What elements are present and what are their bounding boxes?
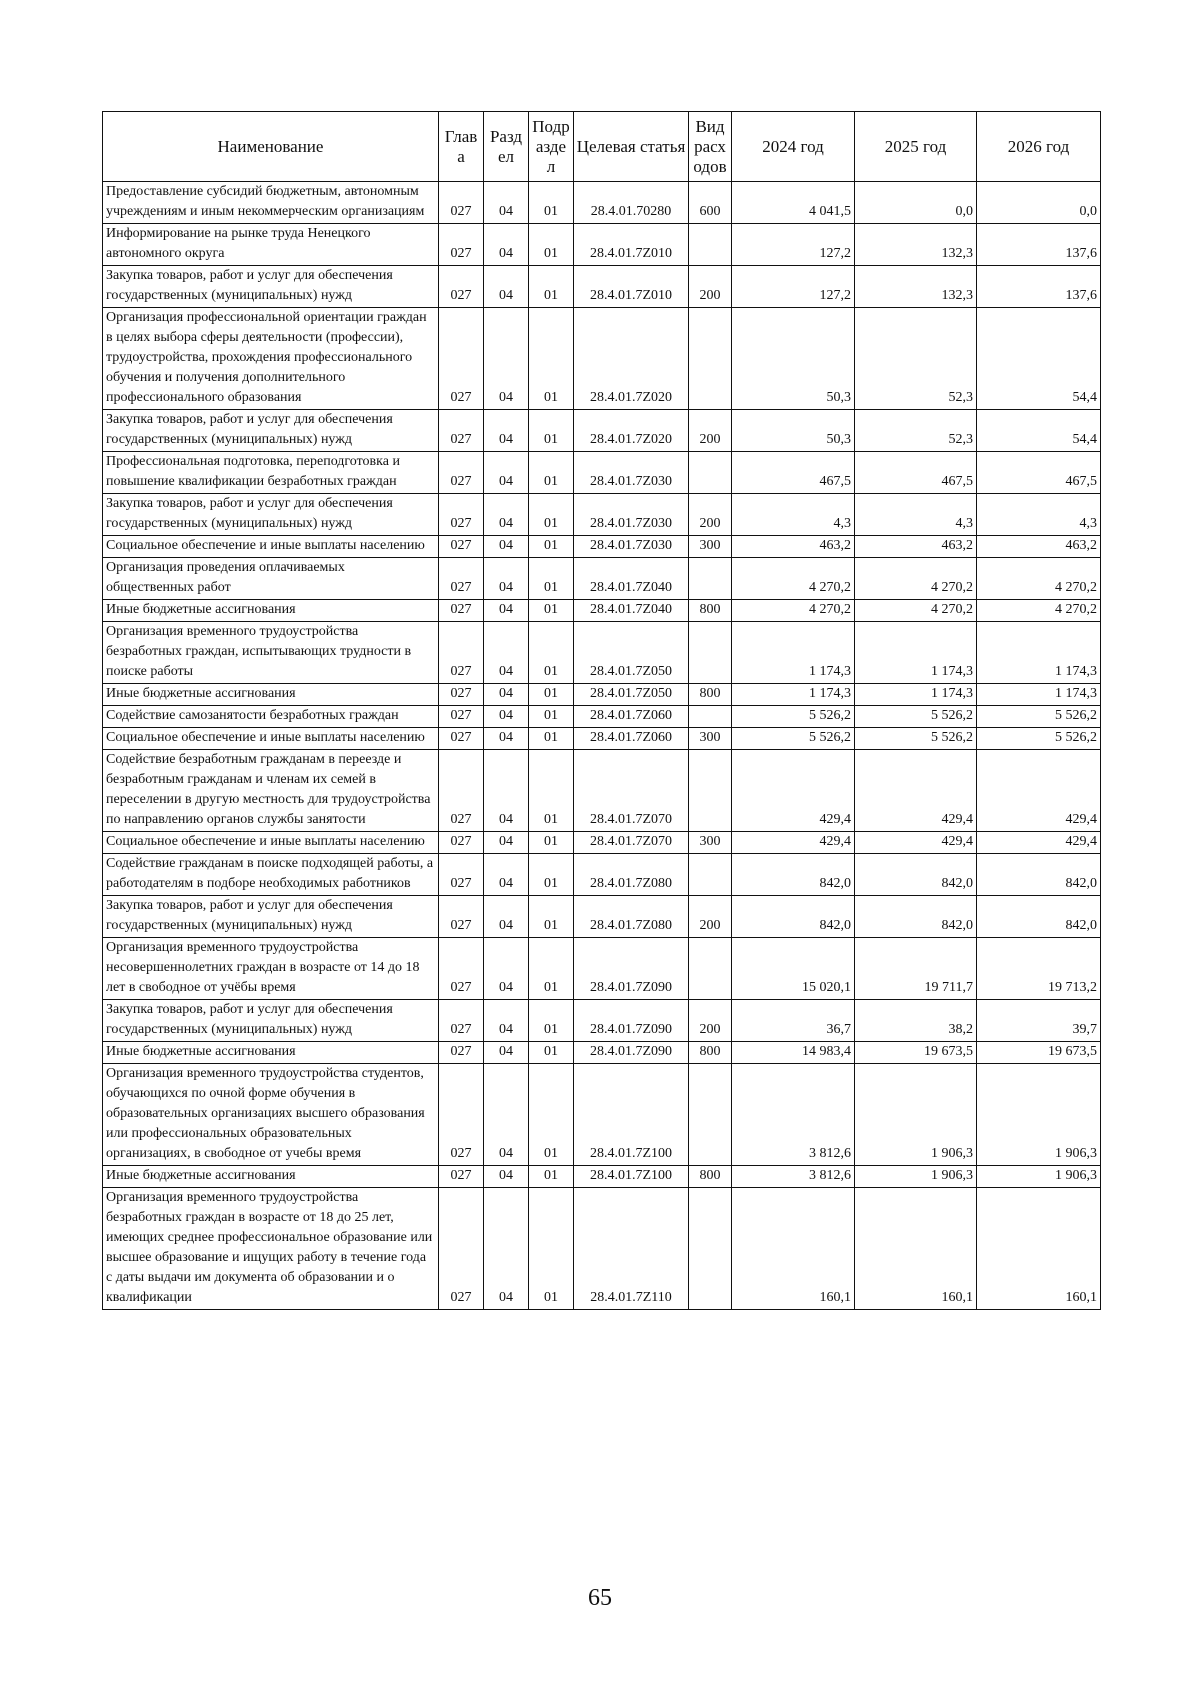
row-expense-type: 300 xyxy=(689,728,732,750)
row-target-article: 28.4.01.7Z020 xyxy=(574,308,689,410)
row-amount-2026: 39,7 xyxy=(977,1000,1101,1042)
row-amount-2024: 3 812,6 xyxy=(732,1166,855,1188)
row-section: 04 xyxy=(484,410,529,452)
table-row xyxy=(103,1042,1101,1064)
table-row xyxy=(103,536,1101,558)
row-amount-2026: 463,2 xyxy=(977,536,1101,558)
table-row xyxy=(103,224,1101,266)
row-amount-2024: 14 983,4 xyxy=(732,1042,855,1064)
row-amount-2026: 429,4 xyxy=(977,832,1101,854)
table-row xyxy=(103,308,1101,410)
row-chapter: 027 xyxy=(439,622,484,684)
row-expense-type: 800 xyxy=(689,684,732,706)
row-chapter: 027 xyxy=(439,1166,484,1188)
row-amount-2026: 4 270,2 xyxy=(977,558,1101,600)
row-subsection: 01 xyxy=(529,896,574,938)
row-amount-2024: 5 526,2 xyxy=(732,728,855,750)
row-section: 04 xyxy=(484,1166,529,1188)
row-name: Профессиональная подготовка, переподготовка и повышение квалификации безработных граждан xyxy=(103,452,439,494)
row-subsection: 01 xyxy=(529,308,574,410)
row-expense-type xyxy=(689,622,732,684)
row-name: Иные бюджетные ассигнования xyxy=(103,1042,439,1064)
row-subsection: 01 xyxy=(529,266,574,308)
table-row xyxy=(103,896,1101,938)
row-expense-type: 300 xyxy=(689,832,732,854)
row-amount-2024: 1 174,3 xyxy=(732,684,855,706)
row-section: 04 xyxy=(484,494,529,536)
row-name: Организация проведения оплачиваемых общественных работ xyxy=(103,558,439,600)
row-chapter: 027 xyxy=(439,728,484,750)
row-amount-2026: 19 713,2 xyxy=(977,938,1101,1000)
row-subsection: 01 xyxy=(529,558,574,600)
row-amount-2025: 38,2 xyxy=(855,1000,977,1042)
row-expense-type xyxy=(689,558,732,600)
row-target-article: 28.4.01.7Z020 xyxy=(574,410,689,452)
row-expense-type: 800 xyxy=(689,600,732,622)
row-section: 04 xyxy=(484,1064,529,1166)
table-header-row xyxy=(103,112,1101,182)
row-target-article: 28.4.01.7Z070 xyxy=(574,832,689,854)
header-expense-type: Вид расх одов xyxy=(689,112,732,182)
row-expense-type xyxy=(689,750,732,832)
row-amount-2024: 842,0 xyxy=(732,896,855,938)
row-expense-type: 200 xyxy=(689,896,732,938)
row-amount-2025: 463,2 xyxy=(855,536,977,558)
row-name: Организация временного трудоустройства безработных граждан, испытывающих трудности в поиске работы xyxy=(103,622,439,684)
row-expense-type xyxy=(689,452,732,494)
row-chapter: 027 xyxy=(439,536,484,558)
row-name: Закупка товаров, работ и услуг для обеспечения государственных (муниципальных) нужд xyxy=(103,1000,439,1042)
header-year-2024: 2024 год xyxy=(732,112,855,182)
row-amount-2024: 3 812,6 xyxy=(732,1064,855,1166)
row-chapter: 027 xyxy=(439,1064,484,1166)
row-section: 04 xyxy=(484,1042,529,1064)
row-chapter: 027 xyxy=(439,266,484,308)
table-row xyxy=(103,182,1101,224)
row-target-article: 28.4.01.7Z040 xyxy=(574,558,689,600)
row-name: Информирование на рынке труда Ненецкого автономного округа xyxy=(103,224,439,266)
row-section: 04 xyxy=(484,706,529,728)
row-amount-2025: 0,0 xyxy=(855,182,977,224)
row-target-article: 28.4.01.7Z090 xyxy=(574,938,689,1000)
row-amount-2025: 842,0 xyxy=(855,896,977,938)
row-expense-type xyxy=(689,854,732,896)
row-chapter: 027 xyxy=(439,182,484,224)
row-amount-2026: 1 906,3 xyxy=(977,1166,1101,1188)
row-section: 04 xyxy=(484,224,529,266)
row-amount-2024: 127,2 xyxy=(732,224,855,266)
row-subsection: 01 xyxy=(529,1188,574,1310)
row-target-article: 28.4.01.7Z110 xyxy=(574,1188,689,1310)
row-amount-2026: 54,4 xyxy=(977,308,1101,410)
row-amount-2025: 4,3 xyxy=(855,494,977,536)
table-row xyxy=(103,410,1101,452)
header-target-article: Целевая статья xyxy=(574,112,689,182)
row-chapter: 027 xyxy=(439,938,484,1000)
header-subsection: Подр азде л xyxy=(529,112,574,182)
row-subsection: 01 xyxy=(529,224,574,266)
row-subsection: 01 xyxy=(529,684,574,706)
row-target-article: 28.4.01.7Z100 xyxy=(574,1166,689,1188)
row-target-article: 28.4.01.7Z080 xyxy=(574,854,689,896)
row-name: Социальное обеспечение и иные выплаты населению xyxy=(103,728,439,750)
row-section: 04 xyxy=(484,1000,529,1042)
row-amount-2025: 429,4 xyxy=(855,832,977,854)
table-row xyxy=(103,1188,1101,1310)
row-amount-2025: 132,3 xyxy=(855,266,977,308)
row-amount-2025: 4 270,2 xyxy=(855,558,977,600)
table-row xyxy=(103,494,1101,536)
row-amount-2024: 467,5 xyxy=(732,452,855,494)
row-subsection: 01 xyxy=(529,832,574,854)
row-subsection: 01 xyxy=(529,938,574,1000)
row-expense-type: 600 xyxy=(689,182,732,224)
row-target-article: 28.4.01.7Z080 xyxy=(574,896,689,938)
row-subsection: 01 xyxy=(529,1166,574,1188)
row-amount-2025: 19 711,7 xyxy=(855,938,977,1000)
row-section: 04 xyxy=(484,266,529,308)
row-name: Организация временного трудоустройства несовершеннолетних граждан в возрасте от 14 до 18 лет в свободное от учёбы время xyxy=(103,938,439,1000)
row-subsection: 01 xyxy=(529,494,574,536)
row-name: Организация профессиональной ориентации граждан в целях выбора сферы деятельности (профессии), трудоустройства, прохождения профессионального обучения и получения дополнительного профессионального образования xyxy=(103,308,439,410)
row-amount-2026: 19 673,5 xyxy=(977,1042,1101,1064)
row-amount-2024: 842,0 xyxy=(732,854,855,896)
row-chapter: 027 xyxy=(439,224,484,266)
row-chapter: 027 xyxy=(439,600,484,622)
row-amount-2024: 4 270,2 xyxy=(732,600,855,622)
table-row xyxy=(103,1166,1101,1188)
row-amount-2026: 467,5 xyxy=(977,452,1101,494)
table-body xyxy=(103,182,1101,1310)
row-amount-2024: 5 526,2 xyxy=(732,706,855,728)
row-target-article: 28.4.01.7Z030 xyxy=(574,536,689,558)
row-amount-2024: 36,7 xyxy=(732,1000,855,1042)
row-name: Иные бюджетные ассигнования xyxy=(103,600,439,622)
row-section: 04 xyxy=(484,684,529,706)
row-target-article: 28.4.01.7Z030 xyxy=(574,494,689,536)
row-expense-type: 200 xyxy=(689,494,732,536)
row-expense-type: 800 xyxy=(689,1166,732,1188)
row-expense-type: 200 xyxy=(689,410,732,452)
row-amount-2026: 137,6 xyxy=(977,266,1101,308)
row-section: 04 xyxy=(484,832,529,854)
row-subsection: 01 xyxy=(529,536,574,558)
row-amount-2026: 160,1 xyxy=(977,1188,1101,1310)
header-section: Разд ел xyxy=(484,112,529,182)
row-name: Закупка товаров, работ и услуг для обеспечения государственных (муниципальных) нужд xyxy=(103,896,439,938)
table-row xyxy=(103,600,1101,622)
table-row xyxy=(103,622,1101,684)
row-chapter: 027 xyxy=(439,308,484,410)
row-section: 04 xyxy=(484,600,529,622)
row-amount-2024: 429,4 xyxy=(732,832,855,854)
row-chapter: 027 xyxy=(439,896,484,938)
row-amount-2026: 54,4 xyxy=(977,410,1101,452)
row-section: 04 xyxy=(484,896,529,938)
row-amount-2025: 1 174,3 xyxy=(855,622,977,684)
row-amount-2025: 19 673,5 xyxy=(855,1042,977,1064)
row-chapter: 027 xyxy=(439,832,484,854)
row-chapter: 027 xyxy=(439,494,484,536)
table-row xyxy=(103,938,1101,1000)
row-amount-2026: 1 174,3 xyxy=(977,622,1101,684)
row-section: 04 xyxy=(484,854,529,896)
row-amount-2024: 4 270,2 xyxy=(732,558,855,600)
row-chapter: 027 xyxy=(439,1000,484,1042)
row-target-article: 28.4.01.7Z060 xyxy=(574,706,689,728)
row-name: Содействие самозанятости безработных граждан xyxy=(103,706,439,728)
row-target-article: 28.4.01.7Z050 xyxy=(574,684,689,706)
row-expense-type xyxy=(689,1064,732,1166)
row-section: 04 xyxy=(484,182,529,224)
row-amount-2026: 842,0 xyxy=(977,896,1101,938)
row-section: 04 xyxy=(484,622,529,684)
row-amount-2025: 842,0 xyxy=(855,854,977,896)
row-amount-2024: 463,2 xyxy=(732,536,855,558)
row-subsection: 01 xyxy=(529,1064,574,1166)
row-amount-2024: 50,3 xyxy=(732,410,855,452)
row-expense-type xyxy=(689,706,732,728)
row-name: Закупка товаров, работ и услуг для обеспечения государственных (муниципальных) нужд xyxy=(103,494,439,536)
row-amount-2026: 5 526,2 xyxy=(977,728,1101,750)
budget-table xyxy=(102,111,1101,1310)
row-target-article: 28.4.01.7Z100 xyxy=(574,1064,689,1166)
row-section: 04 xyxy=(484,558,529,600)
row-name: Иные бюджетные ассигнования xyxy=(103,684,439,706)
row-amount-2025: 467,5 xyxy=(855,452,977,494)
row-section: 04 xyxy=(484,1188,529,1310)
header-year-2026: 2026 год xyxy=(977,112,1101,182)
row-amount-2025: 52,3 xyxy=(855,410,977,452)
table-row xyxy=(103,558,1101,600)
row-subsection: 01 xyxy=(529,182,574,224)
row-section: 04 xyxy=(484,308,529,410)
row-subsection: 01 xyxy=(529,854,574,896)
row-expense-type xyxy=(689,308,732,410)
row-section: 04 xyxy=(484,452,529,494)
row-chapter: 027 xyxy=(439,558,484,600)
row-amount-2024: 4 041,5 xyxy=(732,182,855,224)
row-amount-2026: 1 174,3 xyxy=(977,684,1101,706)
row-amount-2026: 5 526,2 xyxy=(977,706,1101,728)
row-subsection: 01 xyxy=(529,622,574,684)
row-target-article: 28.4.01.7Z090 xyxy=(574,1000,689,1042)
header-year-2025: 2025 год xyxy=(855,112,977,182)
row-chapter: 027 xyxy=(439,1042,484,1064)
row-amount-2024: 429,4 xyxy=(732,750,855,832)
row-amount-2026: 429,4 xyxy=(977,750,1101,832)
row-expense-type: 200 xyxy=(689,266,732,308)
row-amount-2025: 429,4 xyxy=(855,750,977,832)
row-target-article: 28.4.01.7Z010 xyxy=(574,224,689,266)
row-target-article: 28.4.01.7Z060 xyxy=(574,728,689,750)
row-chapter: 027 xyxy=(439,410,484,452)
row-amount-2025: 132,3 xyxy=(855,224,977,266)
row-amount-2026: 4,3 xyxy=(977,494,1101,536)
row-subsection: 01 xyxy=(529,1042,574,1064)
row-expense-type xyxy=(689,1188,732,1310)
row-amount-2025: 4 270,2 xyxy=(855,600,977,622)
table-row xyxy=(103,684,1101,706)
table-row xyxy=(103,1064,1101,1166)
row-amount-2025: 5 526,2 xyxy=(855,706,977,728)
row-subsection: 01 xyxy=(529,600,574,622)
row-expense-type xyxy=(689,224,732,266)
row-subsection: 01 xyxy=(529,706,574,728)
row-amount-2025: 1 906,3 xyxy=(855,1166,977,1188)
row-section: 04 xyxy=(484,750,529,832)
header-chapter: Глав а xyxy=(439,112,484,182)
row-amount-2025: 160,1 xyxy=(855,1188,977,1310)
row-name: Содействие безработным гражданам в переезде и безработным гражданам и членам их семей в переселении в другую местность для трудоустройства по направлению органов службы занятости xyxy=(103,750,439,832)
row-subsection: 01 xyxy=(529,750,574,832)
row-amount-2025: 1 174,3 xyxy=(855,684,977,706)
row-target-article: 28.4.01.70280 xyxy=(574,182,689,224)
row-amount-2024: 160,1 xyxy=(732,1188,855,1310)
row-target-article: 28.4.01.7Z070 xyxy=(574,750,689,832)
row-section: 04 xyxy=(484,536,529,558)
row-chapter: 027 xyxy=(439,452,484,494)
row-amount-2026: 1 906,3 xyxy=(977,1064,1101,1166)
row-amount-2024: 127,2 xyxy=(732,266,855,308)
row-name: Содействие гражданам в поиске подходящей работы, а работодателям в подборе необходимых работников xyxy=(103,854,439,896)
row-target-article: 28.4.01.7Z090 xyxy=(574,1042,689,1064)
row-target-article: 28.4.01.7Z040 xyxy=(574,600,689,622)
row-amount-2024: 1 174,3 xyxy=(732,622,855,684)
table-row xyxy=(103,854,1101,896)
row-amount-2024: 15 020,1 xyxy=(732,938,855,1000)
row-amount-2026: 0,0 xyxy=(977,182,1101,224)
row-section: 04 xyxy=(484,728,529,750)
row-target-article: 28.4.01.7Z030 xyxy=(574,452,689,494)
row-amount-2025: 1 906,3 xyxy=(855,1064,977,1166)
row-name: Закупка товаров, работ и услуг для обеспечения государственных (муниципальных) нужд xyxy=(103,266,439,308)
table-row xyxy=(103,832,1101,854)
table-row xyxy=(103,452,1101,494)
row-amount-2026: 4 270,2 xyxy=(977,600,1101,622)
row-amount-2024: 4,3 xyxy=(732,494,855,536)
row-chapter: 027 xyxy=(439,706,484,728)
row-expense-type xyxy=(689,938,732,1000)
table-row xyxy=(103,1000,1101,1042)
row-name: Организация временного трудоустройства студентов, обучающихся по очной форме обучения в образовательных организациях высшего образования или профессиональных образовательных организациях, в свободное от учебы время xyxy=(103,1064,439,1166)
row-chapter: 027 xyxy=(439,1188,484,1310)
row-target-article: 28.4.01.7Z010 xyxy=(574,266,689,308)
row-subsection: 01 xyxy=(529,410,574,452)
row-name: Социальное обеспечение и иные выплаты населению xyxy=(103,832,439,854)
table-row xyxy=(103,728,1101,750)
table-row xyxy=(103,706,1101,728)
row-amount-2026: 137,6 xyxy=(977,224,1101,266)
row-name: Закупка товаров, работ и услуг для обеспечения государственных (муниципальных) нужд xyxy=(103,410,439,452)
table-row xyxy=(103,750,1101,832)
row-name: Иные бюджетные ассигнования xyxy=(103,1166,439,1188)
row-chapter: 027 xyxy=(439,684,484,706)
row-amount-2025: 52,3 xyxy=(855,308,977,410)
row-section: 04 xyxy=(484,938,529,1000)
row-amount-2024: 50,3 xyxy=(732,308,855,410)
table-row xyxy=(103,266,1101,308)
row-target-article: 28.4.01.7Z050 xyxy=(574,622,689,684)
row-chapter: 027 xyxy=(439,854,484,896)
row-expense-type: 300 xyxy=(689,536,732,558)
row-name: Организация временного трудоустройства безработных граждан в возрасте от 18 до 25 лет, имеющих среднее профессиональное образование или высшее образование и ищущих работу в течение года с даты выдачи им документа об образовании и о квалификации xyxy=(103,1188,439,1310)
row-expense-type: 200 xyxy=(689,1000,732,1042)
row-amount-2026: 842,0 xyxy=(977,854,1101,896)
row-subsection: 01 xyxy=(529,452,574,494)
row-amount-2025: 5 526,2 xyxy=(855,728,977,750)
row-name: Социальное обеспечение и иные выплаты населению xyxy=(103,536,439,558)
header-name: Наименование xyxy=(103,112,439,182)
row-name: Предоставление субсидий бюджетным, автономным учреждениям и иным некоммерческим организациям xyxy=(103,182,439,224)
row-expense-type: 800 xyxy=(689,1042,732,1064)
row-subsection: 01 xyxy=(529,728,574,750)
page-number: 65 xyxy=(588,1585,612,1611)
row-chapter: 027 xyxy=(439,750,484,832)
row-subsection: 01 xyxy=(529,1000,574,1042)
